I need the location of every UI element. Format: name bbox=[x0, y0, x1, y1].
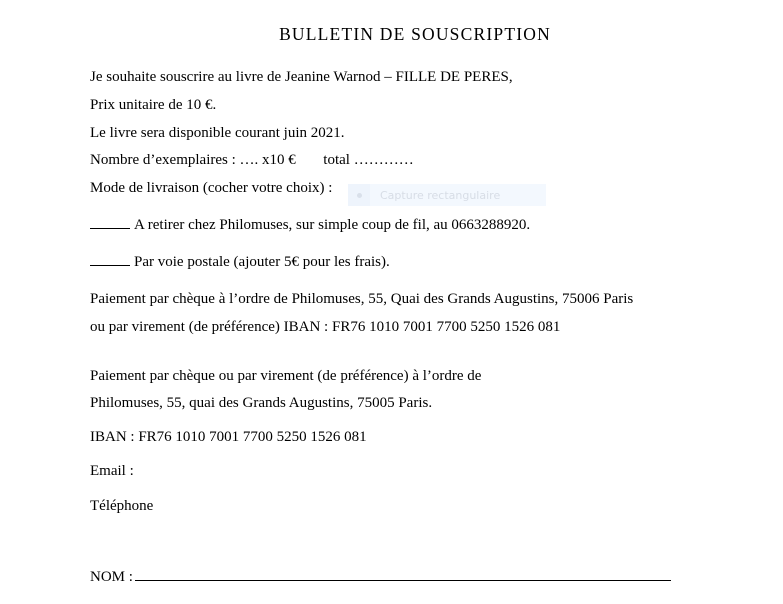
price-text: Prix unitaire de 10 €. bbox=[90, 97, 217, 113]
tooltip-label: Capture rectangulaire bbox=[380, 188, 501, 202]
iban-text: IBAN : FR76 1010 7001 7700 5250 1526 081 bbox=[90, 429, 367, 445]
payment-2-line-1: Paiement par chèque ou par virement (de préférence) à l’ordre de bbox=[90, 368, 482, 384]
payment-2-line-2: Philomuses, 55, quai des Grands Augustins, 75005 Paris. bbox=[90, 395, 433, 411]
name-field[interactable] bbox=[90, 566, 671, 586]
delivery-option-pickup[interactable] bbox=[90, 216, 530, 234]
delivery-option-post[interactable] bbox=[90, 253, 390, 271]
page-title: BULLETIN DE SOUSCRIPTION bbox=[279, 24, 551, 44]
name-input-line[interactable] bbox=[135, 566, 671, 581]
email-label: Email : bbox=[90, 463, 134, 479]
intro-text: Je souhaite souscrire au livre de Jeanine Warnod – FILLE DE PERES, bbox=[90, 69, 513, 85]
checkbox-blank[interactable] bbox=[90, 253, 130, 266]
total-label: total ………… bbox=[323, 152, 414, 168]
payment-1-line-1: Paiement par chèque à l’ordre de Philomuses, 55, Quai des Grands Augustins, 75006 Paris bbox=[90, 291, 634, 307]
checkbox-blank[interactable] bbox=[90, 216, 130, 229]
quantity-line bbox=[90, 151, 414, 169]
bullet-dot-icon bbox=[348, 184, 370, 206]
quantity-label: Nombre d’exemplaires : …. x10 € bbox=[90, 152, 296, 168]
delivery-option-label: Par voie postale (ajouter 5€ pour les frais). bbox=[134, 254, 390, 270]
availability-text: Le livre sera disponible courant juin 2021. bbox=[90, 125, 345, 141]
payment-1-line-2: ou par virement (de préférence) IBAN : FR76 1010 7001 7700 5250 1526 081 bbox=[90, 319, 561, 335]
delivery-label: Mode de livraison (cocher votre choix) : bbox=[90, 180, 333, 196]
name-label: NOM : bbox=[90, 569, 133, 585]
delivery-option-label: A retirer chez Philomuses, sur simple coup de fil, au 0663288920. bbox=[134, 217, 531, 233]
capture-tooltip[interactable] bbox=[348, 184, 546, 206]
phone-label: Téléphone bbox=[90, 498, 154, 514]
